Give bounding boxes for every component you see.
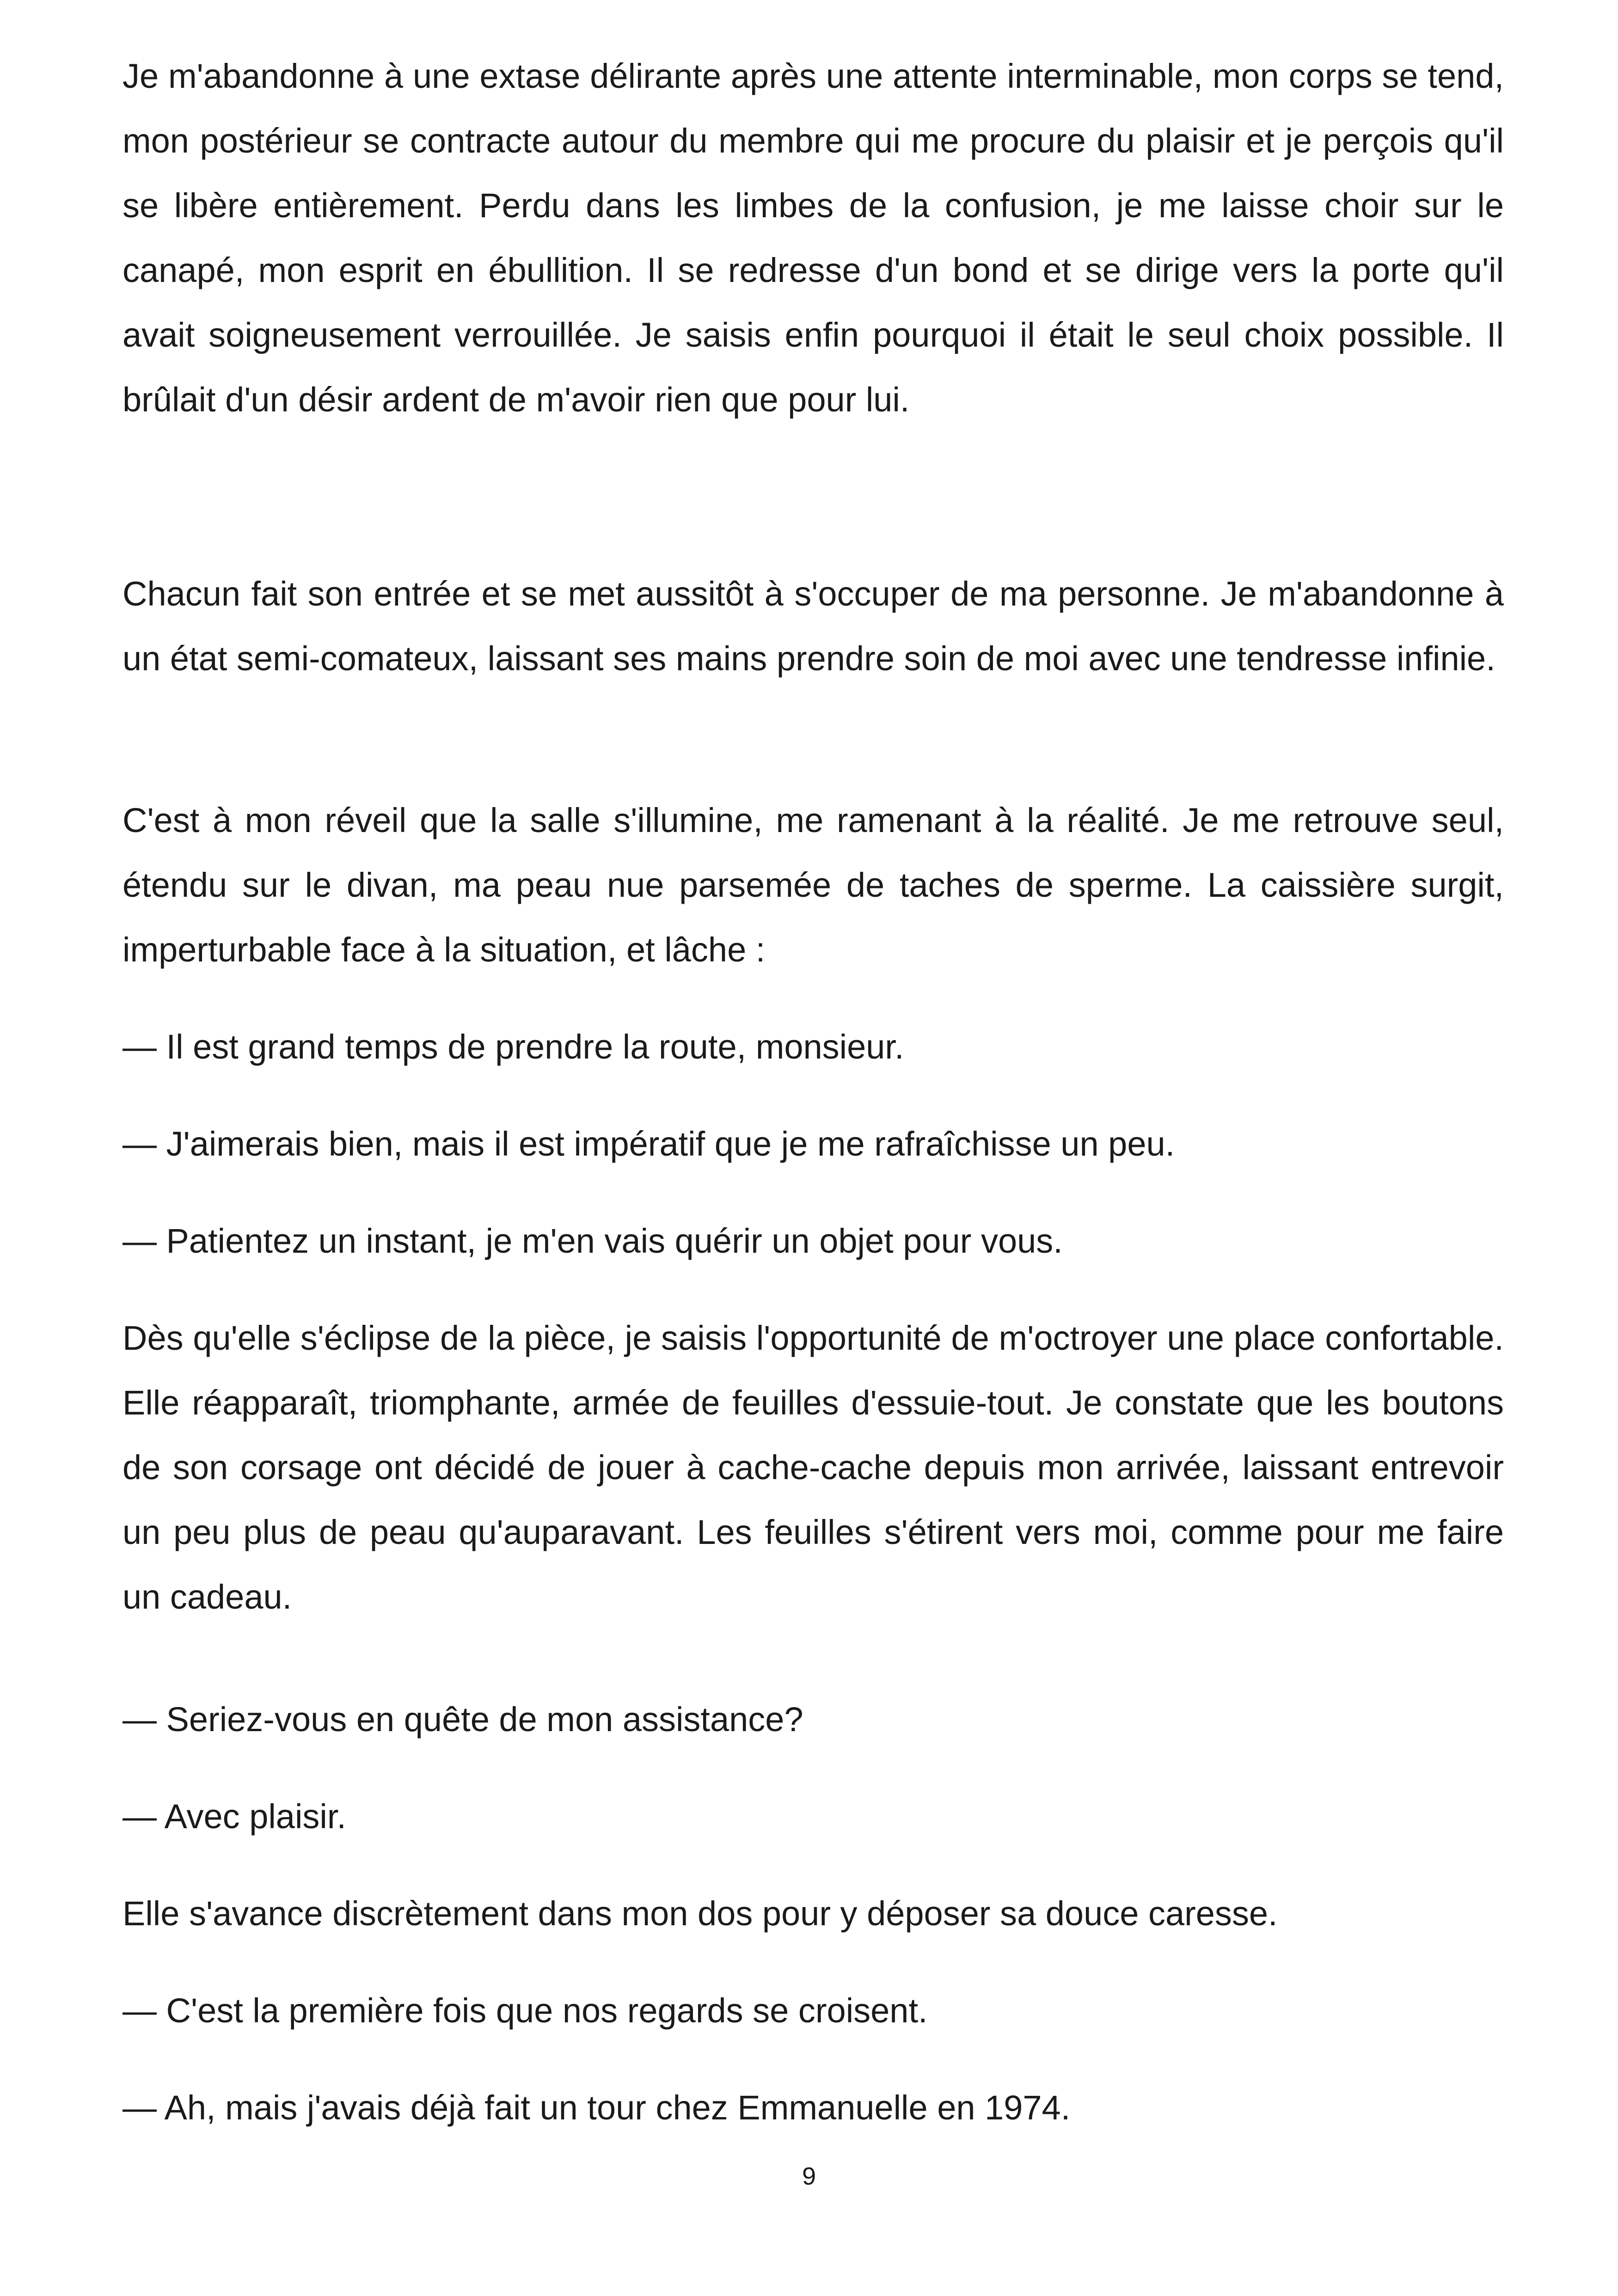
dialogue-line-7: — Ah, mais j'avais déjà fait un tour chez Emmanuelle en 1974. <box>123 2088 1071 2127</box>
dialogue-line-1: — Il est grand temps de prendre la route, monsieur. <box>123 1028 904 1066</box>
dialogue-line-4: — Seriez-vous en quête de mon assistance? <box>123 1700 803 1739</box>
dialogue-line-3: — Patientez un instant, je m'en vais quérir un objet pour vous. <box>123 1222 1063 1260</box>
paragraph-4: Dès qu'elle s'éclipse de la pièce, je saisis l'opportunité de m'octroyer une place confortable. Elle réapparaît, triomphante, armée de feuilles d'essuie-tout. Je constate que les boutons de son corsage ont décidé de jouer à cache-cache depuis mon arrivée, laissant entrevoir un peu plus de peau qu'auparavant. Les feuilles s'étirent vers moi, comme pour me faire un cadeau. <box>123 1319 1504 1616</box>
paragraph-5: Elle s'avance discrètement dans mon dos pour y déposer sa douce caresse. <box>123 1894 1278 1933</box>
paragraph-1: Je m'abandonne à une extase délirante après une attente interminable, mon corps se tend, mon postérieur se contracte autour du membre qui me procure du plaisir et je perçois qu'il se libère entièrement. Perdu dans les limbes de la confusion, je me laisse choir sur le canapé, mon esprit en ébullition. Il se redresse d'un bond et se dirige vers la porte qu'il avait soigneusement verrouillée. Je saisis enfin pourquoi il était le seul choix possible. Il brûlait d'un désir ardent de m'avoir rien que pour lui. <box>123 57 1504 419</box>
paragraph-3: C'est à mon réveil que la salle s'illumine, me ramenant à la réalité. Je me retrouve seul, étendu sur le divan, ma peau nue parsemée de taches de sperme. La caissière surgit, imperturbable face à la situation, et lâche : <box>123 801 1504 969</box>
dialogue-line-6: — C'est la première fois que nos regards se croisent. <box>123 1991 928 2030</box>
dialogue-line-5: — Avec plaisir. <box>123 1797 346 1836</box>
dialogue-line-2: — J'aimerais bien, mais il est impératif que je me rafraîchisse un peu. <box>123 1125 1175 1163</box>
paragraph-2: Chacun fait son entrée et se met aussitôt à s'occuper de ma personne. Je m'abandonne à un état semi-comateux, laissant ses mains prendre soin de moi avec une tendresse infinie. <box>123 575 1504 678</box>
page-number: 9 <box>802 2162 816 2190</box>
